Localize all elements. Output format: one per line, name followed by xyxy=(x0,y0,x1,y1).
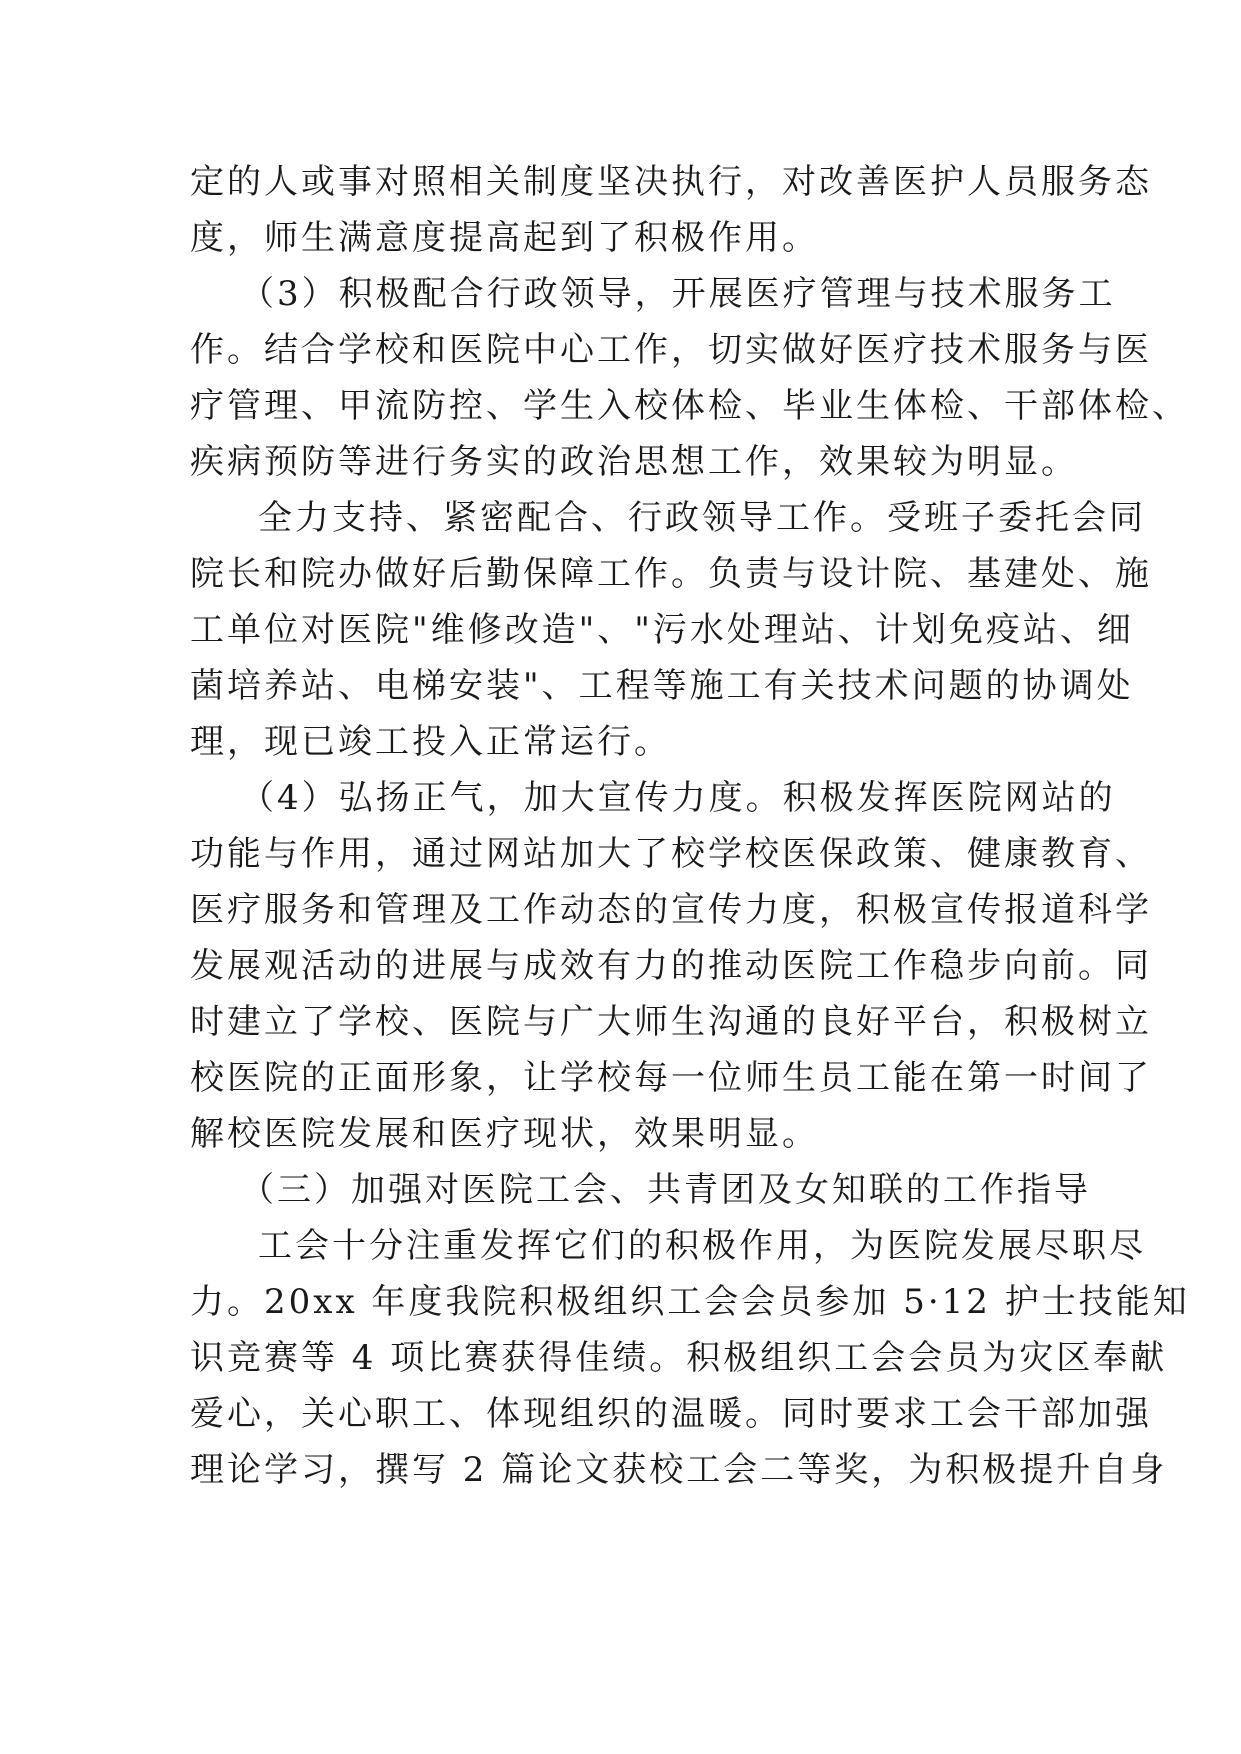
text-line: 院长和院办做好后勤保障工作。负责与设计院、基建处、施 xyxy=(190,554,1152,594)
paragraph-heading-4: （4）弘扬正气，加大宣传力度。积极发挥医院网站的 xyxy=(240,778,1116,818)
section-heading: （三）加强对医院工会、共青团及女知联的工作指导 xyxy=(240,1170,1091,1210)
text-line: 力。20xx 年度我院积极组织工会会员参加 5·12 护士技能知 xyxy=(190,1282,1190,1322)
paragraph-heading-3: （3）积极配合行政领导，开展医疗管理与技术服务工 xyxy=(240,274,1116,314)
text-line: 时建立了学校、医院与广大师生沟通的良好平台，积极树立 xyxy=(190,1002,1152,1042)
text-line: 发展观活动的进展与成效有力的推动医院工作稳步向前。同 xyxy=(190,946,1152,986)
text-line: 爱心，关心职工、体现组织的温暖。同时要求工会干部加强 xyxy=(190,1394,1152,1434)
text-line: 解校医院发展和医疗现状，效果明显。 xyxy=(190,1114,819,1154)
text-line: 定的人或事对照相关制度坚决执行，对改善医护人员服务态 xyxy=(190,162,1152,202)
text-line: 功能与作用，通过网站加大了校学校医保政策、健康教育、 xyxy=(190,834,1152,874)
text-line: 疾病预防等进行务实的政治思想工作，效果较为明显。 xyxy=(190,442,1078,482)
text-line: 作。结合学校和医院中心工作，切实做好医疗技术服务与医 xyxy=(190,330,1152,370)
text-line: 度，师生满意度提高起到了积极作用。 xyxy=(190,218,819,258)
text-line: 校医院的正面形象，让学校每一位师生员工能在第一时间了 xyxy=(190,1058,1152,1098)
text-line: 理论学习，撰写 2 篇论文获校工会二等奖，为积极提升自身 xyxy=(190,1450,1168,1490)
paragraph-start: 工会十分注重发挥它们的积极作用，为医院发展尽职尽 xyxy=(258,1226,1146,1266)
text-line: 工单位对医院"维修改造"、"污水处理站、计划免疫站、细 xyxy=(190,610,1134,650)
paragraph-start: 全力支持、紧密配合、行政领导工作。受班子委托会同 xyxy=(258,498,1146,538)
text-line: 识竞赛等 4 项比赛获得佳绩。积极组织工会会员为灾区奉献 xyxy=(190,1338,1168,1378)
text-line: 医疗服务和管理及工作动态的宣传力度，积极宣传报道科学 xyxy=(190,890,1152,930)
text-line: 疗管理、甲流防控、学生入校体检、毕业生体检、干部体检、 xyxy=(190,386,1189,426)
text-line: 菌培养站、电梯安装"、工程等施工有关技术问题的协调处 xyxy=(190,666,1134,706)
text-line: 理，现已竣工投入正常运行。 xyxy=(190,722,671,762)
